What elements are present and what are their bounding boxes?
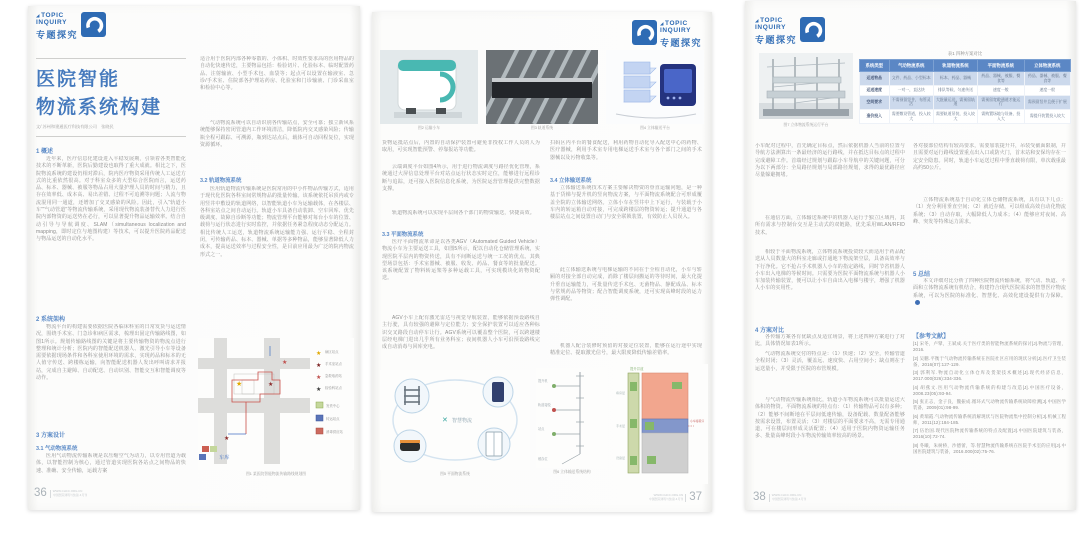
table-row: 空间要求 不需预留竖井，布管灵活 大批量运送，需预留轨道 需预留宽敞通道才能运行 需预留竖井且便于扩展 — [860, 95, 1071, 109]
star-marker-icon: ★ — [268, 382, 274, 388]
legend-star-icon: ★ — [316, 375, 322, 381]
logo-word-mid: INQUIRY — [659, 27, 692, 34]
reference-item: [4] 胡燕文.医用气动物流传输系统的构建与改造[J].中国医疗设备，2008.23(05):93-94. — [913, 384, 1066, 396]
figure6-label: 轨道接驳 — [538, 403, 551, 407]
star-marker-icon: ★ — [282, 360, 288, 366]
topic-inquiry-logo-text — [36, 12, 78, 41]
hoistway-section-diagram — [616, 364, 708, 484]
page-number: 36 — [34, 487, 47, 499]
floor-label: 手术层 — [616, 424, 626, 428]
topic-inquiry-logo-icon — [800, 17, 825, 42]
logo-triangle-icon: ◢ — [659, 21, 665, 26]
journal-footer-text: WWW.CHCC.ORG.CN 中国医院建筑与装备·4月刊 — [50, 490, 87, 498]
topic-inquiry-logo — [36, 12, 106, 41]
page-37 — [372, 12, 712, 512]
article-title-line1: 医院智能 — [36, 69, 121, 90]
vertical-vs-elevator-paragraph: 此立体输送系统与电梯运输的不同在于全程自动化，小车与轿厢的对接全部自动完成，消除了楼层间搬运的等待时间，最大化提升垂直运输能力，可批量传送手术包、无菌物品、静配成品、标本与常规药品等物资；配合智能调度系统，还可实现高峰时段的运力弹性调配。 — [550, 267, 702, 303]
title-rule-bottom — [36, 136, 186, 137]
legend-label: 消毒供应站 — [326, 430, 343, 434]
byline: 文/ 苏州和建通医疗科技有限公司 张晓民 — [36, 124, 114, 129]
pneumatic-items-paragraph: 适合用于医院内部各种零散的、小体积、时效性要求高的医用物品的自动化快速传送，主要物品包括：检验切片、化验标本、临时配置药品、注射输液、小型手术包、血袋等；起点可以设置在输液室、急诊/手术室、住院部各护理站药房、化验室和门诊输液、门诊采血室和检验中心等。 — [200, 56, 354, 92]
section-2-paragraph: 物流平台的构建需要依据医院各临床科室的日常发货与运送情况，围绕手术室、门急诊和病区需求，梳理出固定传输路线图，如图1所示。规划传输路线图的关键是将主要传输物资的物流点进行整理和统计分析；医院内的智能配送机器人、激光引导小车等设备需要依据现场条件和各科室使用环境的需求，实现药品和标本的无人值守传送、跨楼栋运输，向智能配送机器人发出呼叫请求并报站，完成自主避障、自动配送、自动识别、智能交互和智能调度等动作。 — [36, 324, 186, 382]
station-protection-paragraph: 货物运抵站点后，内置的自动保护装置可避免非授权工作人员的人为取用，可实现智能预警、停靠报站等功能。 — [382, 140, 540, 154]
references-heading: 【参考文献】 — [913, 334, 950, 340]
figure4-caption: 图4 立体输送平台 — [640, 126, 670, 130]
delivery-scenarios-paragraph: 扫码区内平台的餐食配送，利用药物自动化导入配送中心的药物、医疗器械，利用手术室专用电梯运送手术室与各个部门之间的手术器械以及污物收集等。 — [550, 140, 702, 161]
article-title-line2: 物流系统构建 — [36, 97, 163, 118]
legend-star-icon: ★ — [316, 387, 322, 393]
figure3-rail-system-photo — [486, 50, 598, 124]
floor-label: 病房层 — [616, 391, 626, 395]
legend-label: 急救取药站 — [325, 374, 342, 378]
garage-square-icon — [199, 454, 206, 460]
vertical-system-paragraph: 立体输送系统技术方案主要解决物资的垂直运输问题，是一种基于货梯与提升机的竖向物流方案，与平面物流系统配合可形成覆盖全院的立体输送网络。立体小车在竖井中上下运行，与装载于小车内的转运箱自动对接，可完成跨楼层的物资转运；提升通道与各楼层站点之间设置自动门与安全联锁装置，有效防止人员误入。 — [550, 185, 702, 221]
legend-square-icon — [316, 428, 323, 434]
figure7-platform-photo — [759, 53, 853, 119]
section-3-1-heading: 3.1 气动物流系统 — [36, 446, 78, 452]
comparison-intro-paragraph: 各传输方案各有优缺点及适宜场景，将上述四种方案进行了对比，具体情况如表1所示。 — [755, 334, 905, 348]
vertical-advantage-paragraph: 相较于平面物流系统，立体物流系统投资较大而适用于药品配送从人员数量大的科室走廊或打通地下物流架空层，具备高效率与下行净化。它不抢占手术机器人小车的指定路线，同时节省机器人小车出入电梯的等候时间。只需要为医院平面物流系统与机器人小车加装传输装置，便可以让小车自由出入电梯与楼宇，增强了机器人小车的实用性。 — [755, 249, 905, 292]
title-rule-top — [36, 58, 186, 59]
garage-square-icon — [202, 446, 209, 452]
path-planning-paragraph: 小车配对过程中，首先确定目标点，然后依据机器人当前的位置与导航方法测算出一条最经济的运行路线，并在抵达目标点的过程中完成避障工作。首端经过规划与跟踪小车导航中的关键问题，可分为以下两部分：全局路径规划与局部路径规划，求得的最优路径应尽量躲避拥堵。 — [755, 143, 905, 179]
logo-word-mid: INQUIRY — [36, 19, 68, 26]
section-3-3-heading: 3.3 平面物流系统 — [382, 232, 424, 238]
summary-paragraph — [913, 278, 1066, 326]
pneumatic-pros-paragraph: 气动物流系统交付的特点是：（1）快速；（2）安全，传输管道全程封闭；（3）灵活，覆盖远、速度快、占用空间小；缺点则在于运送量小，并受限于医院的布管规模。 — [755, 351, 905, 372]
topic-inquiry-logo-text — [660, 20, 702, 49]
hoistway-top-label: 提升井道 — [630, 367, 644, 371]
logo-triangle-icon: ◢ — [755, 18, 760, 23]
legend-label: 转运站点 — [326, 417, 340, 421]
logo-word-cn: 专题探究 — [659, 37, 702, 48]
legend-label: 手术室站点 — [325, 362, 342, 366]
topic-inquiry-logo-icon — [632, 20, 657, 45]
table-row: 运送速度 一对一，直达快 排队等候，匀速传送 速度一般 速度一般 — [860, 86, 1071, 96]
section-5-heading: 5 总结 — [913, 272, 931, 278]
star-marker-icon: ★ — [236, 381, 243, 388]
cloud-dispatch-paragraph: 云端调度平台如图4所示，用于进行物流调度与路径优化管理，系统通过大屏信息处理平台对站点运行状态实时定位，能够进行远程诊断与追踪，还可接入医院信息化系统，为医院运营管理提供完整数据支撑。 — [382, 164, 540, 192]
docking-position-paragraph: 机器人配合装修时预留的对接定位装置，能够在运行途中实现精准定位、提取激光信号，最大限度降低传输差错率。 — [550, 343, 702, 357]
legend-square-icon — [316, 402, 323, 408]
references-list — [913, 341, 1066, 497]
figure1-route-map — [198, 338, 354, 470]
pneumatic-features-paragraph: 气动物流系统可以自动识别各传输站点，安全可靠；独立新风系统能够保持密闭管道内工作环境清洁，降低院内交叉感染风险；传输瓶全程可跟踪、可溯源，瓶到达站点后，载体可自动回程复位，实现资源循环。 — [200, 120, 354, 148]
figure2-caption: 图2 运输小车 — [417, 126, 441, 130]
logo-triangle-icon: ◢ — [36, 13, 41, 18]
topic-inquiry-logo — [755, 17, 825, 46]
agv-overview-paragraph: 医疗平面物流革命是以各类AGV（Automated Guided Vehicle）物流小车为主要运送工具，如图5所示，配以自动化仓储管理系统，实现医院平层内的物资传送，具有不间断运送与统一工况的优点。其典型场景包括：手术室器械、被服、收发、药品、餐食等的批量配送。该系统配置了物料转运架等多种运载工具，可实现模块化的物资配送。 — [382, 239, 540, 282]
page-36 — [28, 6, 360, 510]
garage-square-icon — [210, 446, 217, 452]
section-3-2-heading: 3.2 轨道物流系统 — [200, 178, 242, 184]
legend-star-icon: ★ — [316, 351, 322, 357]
garage-label: 车库 — [219, 455, 230, 461]
agv-navigation-paragraph: AGV小车上配有激光雷达与视觉导航装置，能够依据预设路线自主行驶，具有较强的避障与定位能力；安全保护装置可以适应各种标识交叉路段自动停车让行。AGV系统可以覆盖整个医院，可以跨越楼层经电梯门进出几乎所有业务科室；夜间机器人小车可沿预设路线完成自动消毒与回库充电。 — [382, 315, 540, 351]
comparison-table — [859, 59, 1071, 124]
figure5-planar-logistics-diagram — [380, 370, 530, 470]
figure3-caption: 图3 轨道系统 — [530, 126, 554, 130]
logo-word-top: TOPIC — [760, 17, 783, 24]
star-marker-icon: ★ — [224, 436, 230, 442]
reference-item: [3] 郭利军.物流自动化立体仓库及货架技术概述[J].现代经济信息，2017.000(026):334-336. — [913, 370, 1066, 381]
topic-inquiry-logo-text — [755, 17, 797, 46]
section-1-paragraph: 近年来，医疗信息化建设进入平稳发展期，引领着各类智能化技术的不断革新，医院后勤建设也取得了重大成就。相比之下，医院物流系统的建设仍相对滞后，院内医疗物资采用传统人工运送方式的比重依然很高。对于科室众多的大型综合医院而言，运送药品、标本、器械、被服等物品占用大量护理人员的时间与精力，且存在效率低、成本高、易出差错、过程不可追溯等问题；人流与物流混用同一通道，还增加了交叉感染的风险。因此，引入“轨道小车”“气动管道”等物流传输系统，采用现代物流装备替代人力进行医院内部物资的运送势在必行，可以显著提升物品运输效率。结合自动引导与导航调度、SLAM（simultaneous localization and mapping，即时定位与地图构建）等技术，可以提升医院药品配送与物品运送的自动化水平。 — [36, 156, 186, 243]
legend-star-icon: ★ — [316, 363, 322, 369]
figure6-label: 缓存位 — [538, 457, 548, 461]
logo-word-cn: 专题探究 — [755, 34, 798, 45]
logo-word-cn: 专题探究 — [36, 29, 79, 40]
summary-text: 本文详细对比分析了四种医院物流传输系统，将气动、轨道、平面和立体物流系统有机结合，构建符合现代医院需求的智慧医疗物流系统，可以为医院的标准化、智慧化、高效化建设提供有力保障。 — [913, 278, 1066, 299]
section-3-2-paragraph: 医用轨道物流传输系统是医院常用的中小件物品传输方式，适用于现代化医院各科室间常规物品的批量传输。该系统依托吊顶内或专用竖井中敷设的轨道网络，以智能轨道小车为运输载体，在各楼层、各科室站点之间自动运行。轨道小车具备自动装卸、空车回库、优先级调度、故障自诊断等功能；物流管理平台能够对每台小车的位置、载荷与运行状态进行实时监控，并依据任务紧急程度动态分配运力。相比传统人工运送，轨道物流系统运输能力强、运行平稳、全程封闭，可传输药品、标本、器械、单据等多种物品，能够显著降低人力成本，提高运送效率与过程安全性，是目前应用最为广泛的院内物流形式之一。 — [200, 186, 354, 258]
figure6-caption: 图6 立体输送系统结构 — [553, 470, 591, 474]
logo-word-mid: INQUIRY — [755, 24, 787, 31]
table-body — [860, 72, 1071, 124]
figure1-caption: 图1 某医院智能物流传输路线规划图 — [245, 472, 307, 476]
figure2-transport-cart-photo — [380, 50, 478, 124]
page-footer — [649, 492, 702, 502]
journal-footer-text: WWW.CHCC.ORG.CN 中国医院建筑与装备·4月刊 — [649, 494, 686, 502]
page-footer — [753, 492, 806, 502]
page-number: 38 — [753, 491, 766, 503]
reference-item: [7] 伍治国.现代医院物流传输系统的特点及配置[J].中国医院建筑与装备，2016(10):72-74. — [913, 428, 1066, 439]
figure6-vertical-structure-diagram — [536, 368, 608, 468]
figure6-label: 提升机 — [538, 379, 548, 383]
legend-square-icon — [316, 415, 323, 421]
section-3-heading: 3 方案设计 — [36, 433, 66, 439]
logo-word-top: TOPIC — [665, 20, 688, 27]
comparison-table-wrap — [859, 59, 1071, 124]
rail-summary-paragraph: 轨道物流系统可以实现平层间各个部门的物资输送，快捷高效。 — [392, 210, 535, 216]
figure5-caption: 图5 平面物流系统 — [440, 472, 470, 476]
topic-inquiry-logo-icon — [81, 12, 106, 37]
planar-pros-paragraph: 与气动物流传输系统相比，轨道小车物流系统可以批量运送大体积的物资。平面物流系统的特点有：（1）传输物品可以有多种；（2）能够不间断地在平层间低速传输，设备配载、数量配备能够按需求设置，布置灵活；（3）对楼层的平面要求不高，无需专用通道，可在楼层间形成灵活配置；（4）适用于医院内物资运输任务多、批量高峰时段小车物流传输效率较高的场景。 — [755, 397, 905, 440]
reference-item: [1] 宋冬，卢擘，王斌成.关于医疗类的智能物流系统的探讨[J].物流与管理，2016. — [913, 341, 1066, 352]
page-38 — [745, 1, 1076, 510]
rail-limitations-paragraph: 各对接部位结构有较高要求，需要加装提升井，吊装受截面限制，并且需要对运行路线设置重点出入口或防火门，首末站和安保均存在一定安全隐患。同时，轨道小车运送过程中垂直载荷有限，单次载重最高约50公斤。 — [913, 143, 1066, 171]
legend-label: 检验科站点 — [325, 386, 342, 390]
legend-label: 病区站点 — [325, 350, 339, 354]
table-row: 运送物品 文件、药品、小型标本 标本、药品、器械 药品、器械、被服、餐食等 药品、器械、被服、餐食等 — [860, 72, 1071, 86]
section-3-1-paragraph: 医用气动物流传输系统是以压缩空气为动力，以专用管道为载体，以智能控制为核心，通过管道实现医院各站点之间物品的快速、准确、安全传输，运载方案 — [36, 453, 186, 474]
communication-paragraph: 在通信方面，立体输送系统中的机器人运行于独立区域内，其所有需求与控制台交互是主动式的双链路，优先采用WLAN/RFID技术。 — [755, 215, 905, 236]
vertical-pros-paragraph: 立体物流系统基于自动化立体仓储物流系统，具有以下几点：（1）充分利用垂直空间；（2）就近存储，可以组成高效自动化物流系统；（3）自动存取，大幅降低人力成本；（4）能够应对夜间、高峰、突发等特殊运力需求。 — [913, 197, 1066, 225]
figure4-vertical-platform-illustration — [606, 50, 704, 124]
reference-item: [6] 黄瑞霞.气动物流传输系统消解现状与医院物流集中控制分析[J].机械工程师，2011(12):184-185. — [913, 413, 1066, 425]
floor-label: 设备层 — [616, 456, 626, 460]
figure7-caption: 图7 立体物流系统运行平台 — [783, 123, 829, 127]
topic-inquiry-logo — [632, 20, 702, 49]
legend-label: 发货中心 — [326, 404, 340, 408]
logo-word-top: TOPIC — [41, 12, 64, 19]
x-logo-icon: ✕ — [442, 417, 448, 424]
reference-item: [2] 吴鹏.平衡于气动物流传输系统在医院社区应用的现状分析[J].医疗卫生装备，2016(07):127-129. — [913, 355, 1066, 367]
reference-item: [8] 冬曦，朱树桥，沙德蕾，等.智慧物流传输系统在医院手术室的应用[J].中国医院建筑与装备，2016.000(02):75-76. — [913, 442, 1066, 454]
page-footer — [34, 488, 87, 498]
journal-footer-text: WWW.CHCC.ORG.CN 中国医院建筑与装备·4月刊 — [769, 494, 806, 502]
article-end-icon — [915, 300, 920, 305]
dock-label: 小车接驳口 — [690, 419, 705, 423]
section-2-heading: 2 系统架构 — [36, 317, 66, 323]
table-row: 造价投入 需要敷设管道，投入较大 需要轨道吊装，投入较大 需购置场地与设备，投入大 需提升装置投入较大 — [860, 109, 1071, 123]
table-header-row: 系统类型 气动物流系统 轨道物流系统 平面物流系统 立体物流系统 — [860, 60, 1071, 72]
table1-title: 表1 四种方案对比 — [947, 51, 983, 56]
figure6-label: 站点 — [538, 427, 545, 431]
figure5-center-label: 智慧物流 — [452, 418, 473, 424]
section-3-4-heading: 3.4 立体输送系统 — [550, 178, 592, 184]
reference-item: [5] 张正志，金子良，魏振成.循环式气动物流传输系统故障检测[J].中国医学装备，2009(01):98-99. — [913, 399, 1066, 410]
section-1-heading: 1 概述 — [36, 149, 54, 155]
section-4-heading: 4 方案对比 — [755, 328, 785, 334]
page-number: 37 — [689, 491, 702, 503]
